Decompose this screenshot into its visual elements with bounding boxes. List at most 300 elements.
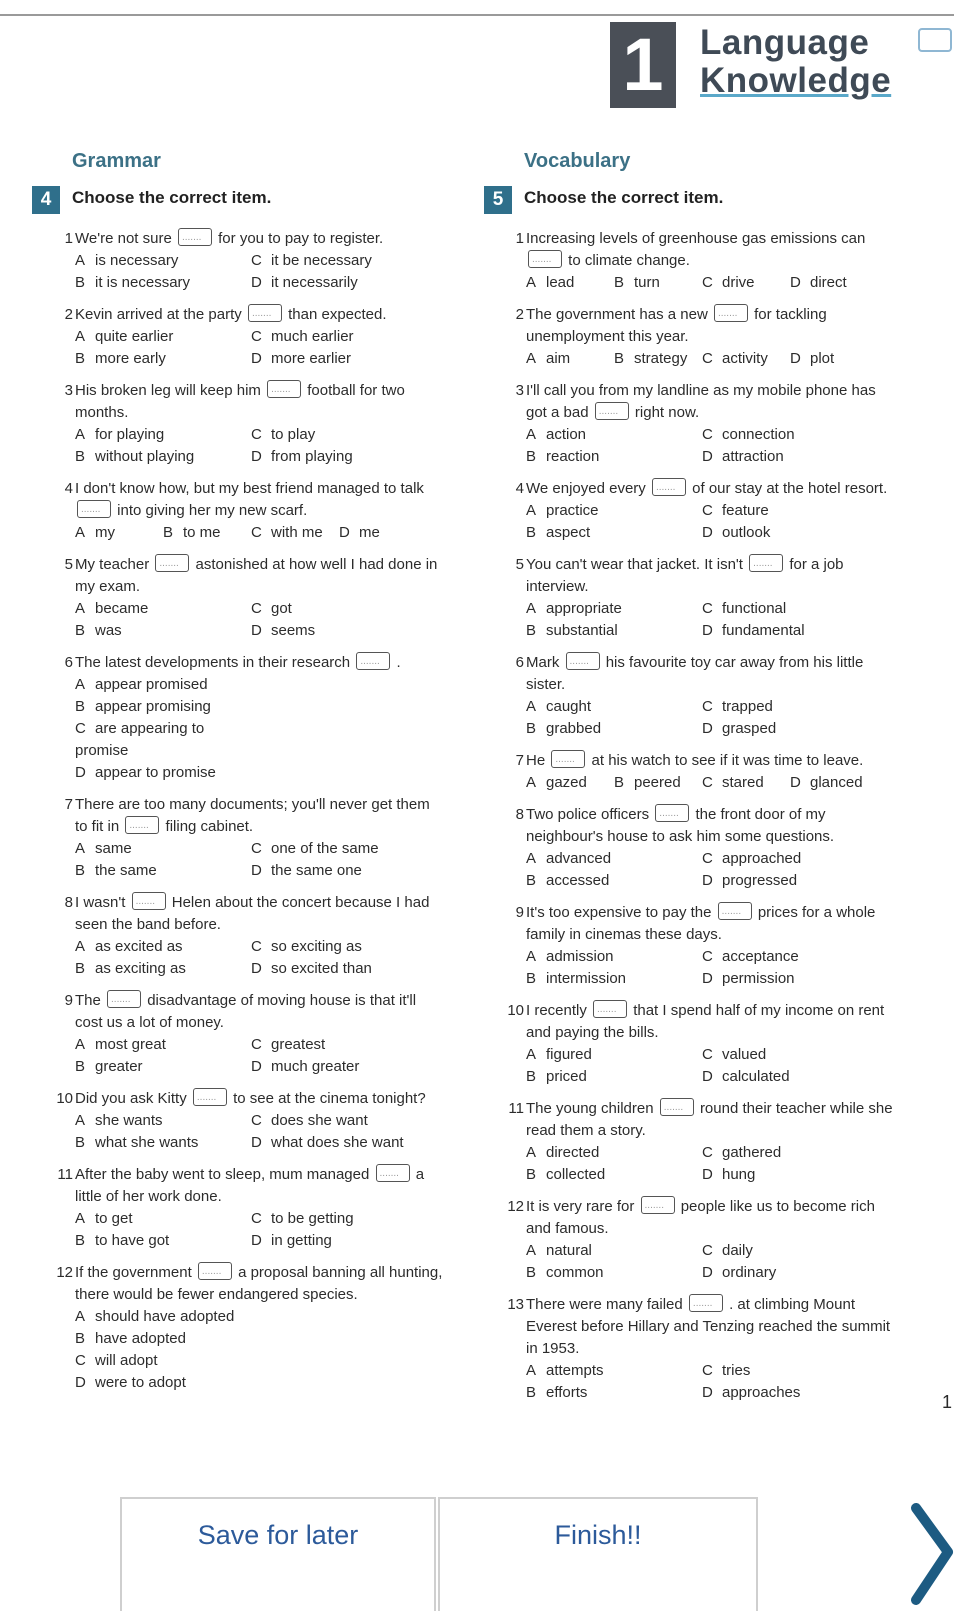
option-letter: C xyxy=(251,1210,262,1227)
option-letter: A xyxy=(75,1210,86,1227)
option-letter: A xyxy=(526,1144,537,1161)
answer-option[interactable] xyxy=(526,1360,702,1382)
question-item xyxy=(515,750,894,794)
option-text: are appearing to promise xyxy=(75,720,205,759)
answer-option[interactable] xyxy=(75,620,251,642)
answer-blank[interactable] xyxy=(125,816,159,834)
option-text: will adopt xyxy=(95,1352,158,1369)
stem-before: We're not sure xyxy=(75,230,172,247)
answer-option[interactable] xyxy=(75,674,251,696)
option-text: ordinary xyxy=(722,1264,777,1281)
answer-option[interactable] xyxy=(163,522,251,544)
page-number: 1 xyxy=(942,1392,953,1412)
question-stem xyxy=(526,228,894,272)
answer-option[interactable] xyxy=(702,1240,902,1262)
answer-option[interactable] xyxy=(702,848,902,870)
answer-option[interactable] xyxy=(526,1044,702,1066)
answer-blank[interactable] xyxy=(566,652,600,670)
option-letter: C xyxy=(251,1036,262,1053)
answer-option[interactable] xyxy=(702,718,902,740)
option-letter: D xyxy=(251,1232,262,1249)
answer-option[interactable] xyxy=(75,838,251,860)
option-text: got xyxy=(271,600,292,617)
option-letter: A xyxy=(526,274,537,291)
answer-option[interactable] xyxy=(702,772,790,794)
answer-option[interactable] xyxy=(790,348,878,370)
stem-after: to see at the cinema tonight? xyxy=(233,1090,426,1107)
option-text: figured xyxy=(546,1046,592,1063)
answer-option[interactable] xyxy=(526,598,702,620)
answer-options xyxy=(75,838,443,882)
option-letter: B xyxy=(526,1166,537,1183)
question-item xyxy=(515,652,894,740)
finish-button[interactable]: Finish!! xyxy=(438,1497,758,1611)
option-letter: B xyxy=(75,350,86,367)
option-text: appear promised xyxy=(95,676,208,693)
option-text: lead xyxy=(546,274,575,291)
stem-after: of our stay at the hotel resort. xyxy=(692,480,888,497)
answer-option[interactable] xyxy=(526,522,702,544)
question-number: 13 xyxy=(507,1296,524,1313)
option-letter: D xyxy=(790,274,801,291)
option-text: have adopted xyxy=(95,1330,186,1347)
stem-after: for you to pay to register. xyxy=(218,230,384,247)
option-text: natural xyxy=(546,1242,592,1259)
answer-blank[interactable] xyxy=(248,304,282,322)
option-letter: A xyxy=(75,252,86,269)
option-letter: B xyxy=(526,970,537,987)
option-letter: A xyxy=(75,840,86,857)
answer-option[interactable] xyxy=(702,1360,902,1382)
answer-option[interactable] xyxy=(526,620,702,642)
answer-blank[interactable] xyxy=(652,478,686,496)
option-letter: A xyxy=(75,1036,86,1053)
answer-option[interactable] xyxy=(702,272,790,294)
question-stem xyxy=(75,794,443,838)
option-text: connection xyxy=(722,426,795,443)
option-text: grabbed xyxy=(546,720,602,737)
answer-option[interactable] xyxy=(251,936,451,958)
answer-option[interactable] xyxy=(75,1034,251,1056)
option-letter: B xyxy=(526,524,537,541)
answer-option[interactable] xyxy=(75,936,251,958)
answer-option[interactable] xyxy=(526,772,614,794)
stem-before: There are too many documents; you'll never get them to fit in xyxy=(75,796,430,835)
option-text: more early xyxy=(95,350,166,367)
option-letter: B xyxy=(526,622,537,639)
answer-options xyxy=(75,522,443,544)
option-text: to be getting xyxy=(271,1210,354,1227)
option-text: me xyxy=(359,524,380,541)
stem-before: Mark xyxy=(526,654,560,671)
answer-option[interactable] xyxy=(75,1230,251,1252)
stem-before: It's too expensive to pay the xyxy=(526,904,712,921)
answer-blank[interactable] xyxy=(376,1164,410,1182)
option-text: appropriate xyxy=(546,600,622,617)
answer-option[interactable] xyxy=(251,1034,451,1056)
answer-option xyxy=(251,1328,451,1350)
answer-option[interactable] xyxy=(75,326,251,348)
answer-option[interactable] xyxy=(526,1164,702,1186)
stem-before: Increasing levels of greenhouse gas emissions can xyxy=(526,230,866,247)
question-item xyxy=(64,990,443,1078)
answer-option[interactable] xyxy=(702,946,902,968)
answer-options xyxy=(526,424,894,468)
option-letter: B xyxy=(163,524,174,541)
answer-option[interactable] xyxy=(75,1208,251,1230)
answer-option[interactable] xyxy=(251,1132,451,1154)
option-letter: B xyxy=(75,698,86,715)
answer-options xyxy=(526,1142,894,1186)
answer-option[interactable] xyxy=(75,696,251,718)
answer-option[interactable] xyxy=(75,1056,251,1078)
answer-option[interactable] xyxy=(702,1164,902,1186)
question-item xyxy=(515,804,894,892)
answer-options xyxy=(526,500,894,544)
answer-blank[interactable] xyxy=(132,892,166,910)
answer-option[interactable] xyxy=(526,718,702,740)
answer-option[interactable] xyxy=(251,446,451,468)
option-text: progressed xyxy=(722,872,798,889)
option-text: glanced xyxy=(810,774,863,791)
option-text: from playing xyxy=(271,448,353,465)
answer-blank[interactable] xyxy=(198,1262,232,1280)
option-text: to have got xyxy=(95,1232,170,1249)
option-text: direct xyxy=(810,274,847,291)
answer-option[interactable] xyxy=(702,1066,902,1088)
answer-option[interactable] xyxy=(75,1132,251,1154)
question-number: 10 xyxy=(507,1002,524,1019)
answer-options xyxy=(526,696,894,740)
answer-option[interactable] xyxy=(702,348,790,370)
answer-option[interactable] xyxy=(526,500,702,522)
question-item xyxy=(507,1196,894,1284)
answer-option[interactable] xyxy=(75,348,251,370)
question-stem xyxy=(75,1262,443,1306)
answer-blank[interactable] xyxy=(689,1294,723,1312)
answer-option[interactable] xyxy=(614,272,702,294)
answer-option[interactable] xyxy=(614,772,702,794)
answer-option[interactable] xyxy=(702,1262,902,1284)
option-letter: D xyxy=(790,350,801,367)
answer-option[interactable] xyxy=(526,870,702,892)
question-number: 2 xyxy=(64,306,73,323)
stem-after: Helen about the concert because I had seen the band before. xyxy=(75,894,430,933)
answer-option[interactable] xyxy=(526,1382,702,1404)
stem-before: The young children xyxy=(526,1100,654,1117)
answer-option[interactable] xyxy=(702,424,902,446)
option-letter: A xyxy=(75,1308,86,1325)
option-text: seems xyxy=(271,622,316,639)
option-letter: C xyxy=(251,426,262,443)
question-number: 6 xyxy=(64,654,73,671)
answer-option[interactable] xyxy=(75,1350,251,1372)
answer-option[interactable] xyxy=(75,446,251,468)
question-stem xyxy=(75,1088,443,1110)
question-stem xyxy=(526,1294,894,1360)
option-letter: C xyxy=(75,720,86,737)
answer-blank[interactable] xyxy=(641,1196,675,1214)
answer-option[interactable] xyxy=(790,272,878,294)
answer-blank[interactable] xyxy=(107,990,141,1008)
unit-title-line1: Language xyxy=(700,23,870,62)
option-letter: A xyxy=(75,328,86,345)
answer-blank[interactable] xyxy=(749,554,783,572)
unit-number: 1 xyxy=(622,23,664,106)
question-number: 11 xyxy=(508,1100,524,1117)
question-number: 6 xyxy=(515,654,524,671)
question-stem xyxy=(526,804,894,848)
answer-option[interactable] xyxy=(75,1110,251,1132)
option-letter: C xyxy=(702,850,713,867)
option-letter: B xyxy=(614,274,625,291)
answer-option[interactable] xyxy=(526,1240,702,1262)
answer-blank[interactable] xyxy=(593,1000,627,1018)
answer-option[interactable] xyxy=(339,522,427,544)
option-text: much greater xyxy=(271,1058,360,1075)
answer-option[interactable] xyxy=(75,250,251,272)
question-item xyxy=(507,1000,894,1088)
option-text: reaction xyxy=(546,448,600,465)
option-text: what does she want xyxy=(271,1134,404,1151)
answer-option[interactable] xyxy=(251,424,451,446)
option-text: feature xyxy=(722,502,769,519)
answer-option[interactable] xyxy=(526,446,702,468)
answer-option[interactable] xyxy=(526,1262,702,1284)
question-stem xyxy=(526,304,894,348)
answer-option[interactable] xyxy=(702,598,902,620)
option-letter: C xyxy=(702,1362,713,1379)
option-letter: D xyxy=(251,350,262,367)
answer-option[interactable] xyxy=(702,500,902,522)
answer-option[interactable] xyxy=(251,250,451,272)
question-stem xyxy=(75,990,443,1034)
stem-after: disadvantage of moving house is that it'll cost us a lot of money. xyxy=(75,992,417,1031)
answer-option[interactable] xyxy=(526,946,702,968)
option-letter: B xyxy=(75,1232,86,1249)
option-letter: D xyxy=(702,1384,713,1401)
question-stem xyxy=(526,1000,894,1044)
option-text: aspect xyxy=(546,524,591,541)
answer-option[interactable] xyxy=(75,1372,251,1394)
option-text: quite earlier xyxy=(95,328,174,345)
answer-option[interactable] xyxy=(251,838,451,860)
answer-blank[interactable] xyxy=(595,402,629,420)
option-letter: D xyxy=(251,960,262,977)
option-text: without playing xyxy=(95,448,195,465)
answer-options xyxy=(75,424,443,468)
option-text: most great xyxy=(95,1036,166,1053)
option-text: greater xyxy=(95,1058,143,1075)
option-text: attempts xyxy=(546,1362,604,1379)
answer-option[interactable] xyxy=(251,958,451,980)
save-for-later-button[interactable]: Save for later xyxy=(120,1497,436,1611)
task-instruction: Choose the correct item. xyxy=(72,188,272,207)
option-letter: B xyxy=(526,1384,537,1401)
option-letter: A xyxy=(75,600,86,617)
option-text: appear to promise xyxy=(95,764,216,781)
answer-option[interactable] xyxy=(251,522,339,544)
answer-option[interactable] xyxy=(702,620,902,642)
answer-option[interactable] xyxy=(702,522,902,544)
answer-option[interactable] xyxy=(75,718,251,762)
answer-option[interactable] xyxy=(251,1056,451,1078)
stem-after: prices for a whole family in cinemas these days. xyxy=(526,904,876,943)
stem-before: I recently xyxy=(526,1002,587,1019)
option-text: acceptance xyxy=(722,948,799,965)
answer-option[interactable] xyxy=(526,348,614,370)
answer-blank[interactable] xyxy=(718,902,752,920)
answer-option[interactable] xyxy=(702,1142,902,1164)
stem-before: If the government xyxy=(75,1264,192,1281)
option-text: accessed xyxy=(546,872,610,889)
option-letter: B xyxy=(614,350,625,367)
answer-blank[interactable] xyxy=(528,250,562,268)
stem-before: It is very rare for xyxy=(526,1198,635,1215)
answer-blank[interactable] xyxy=(356,652,390,670)
option-letter: C xyxy=(702,698,713,715)
option-letter: A xyxy=(75,676,86,693)
answer-option[interactable] xyxy=(702,446,902,468)
answer-option[interactable] xyxy=(251,272,451,294)
stem-before: Did you ask Kitty xyxy=(75,1090,187,1107)
question-number: 5 xyxy=(515,556,524,573)
stem-after: football for two months. xyxy=(75,382,405,421)
stem-after: to climate change. xyxy=(568,252,690,269)
option-letter: B xyxy=(75,1134,86,1151)
option-letter: A xyxy=(526,948,537,965)
answer-option[interactable] xyxy=(75,522,163,544)
answer-option[interactable] xyxy=(526,696,702,718)
option-text: directed xyxy=(546,1144,600,1161)
answer-blank[interactable] xyxy=(155,554,189,572)
option-text: fundamental xyxy=(722,622,805,639)
answer-blank[interactable] xyxy=(551,750,585,768)
option-letter: C xyxy=(251,252,262,269)
stem-after: astonished at how well I had done in my exam. xyxy=(75,556,438,595)
answer-blank[interactable] xyxy=(178,228,212,246)
option-text: more earlier xyxy=(271,350,352,367)
question-item xyxy=(515,554,894,642)
answer-option[interactable] xyxy=(790,772,878,794)
answer-option[interactable] xyxy=(702,870,902,892)
stem-after: people like us to become rich and famous. xyxy=(526,1198,875,1237)
answer-option[interactable] xyxy=(251,620,451,642)
answer-option[interactable] xyxy=(251,1110,451,1132)
stem-before: We enjoyed every xyxy=(526,480,646,497)
option-text: hung xyxy=(722,1166,756,1183)
option-letter: C xyxy=(251,840,262,857)
question-stem xyxy=(75,554,443,598)
answer-blank[interactable] xyxy=(655,804,689,822)
question-number: 1 xyxy=(515,230,524,247)
option-text: daily xyxy=(722,1242,753,1259)
answer-blank[interactable] xyxy=(193,1088,227,1106)
option-text: grasped xyxy=(722,720,777,737)
option-letter: D xyxy=(251,448,262,465)
answer-option[interactable] xyxy=(526,1066,702,1088)
answer-option[interactable] xyxy=(75,860,251,882)
option-text: greatest xyxy=(271,1036,326,1053)
answer-option[interactable] xyxy=(75,1306,251,1328)
option-text: common xyxy=(546,1264,604,1281)
answer-option[interactable] xyxy=(702,1044,902,1066)
option-text: so excited than xyxy=(271,960,372,977)
stem-after: that I spend half of my income on rent and paying the bills. xyxy=(526,1002,885,1041)
question-item xyxy=(64,794,443,882)
answer-option[interactable] xyxy=(75,424,251,446)
answer-option[interactable] xyxy=(251,348,451,370)
question-stem xyxy=(526,478,894,500)
answer-option[interactable] xyxy=(251,1230,451,1252)
question-item xyxy=(64,380,443,468)
answer-option[interactable] xyxy=(75,598,251,620)
answer-option[interactable] xyxy=(702,968,902,990)
answer-options xyxy=(75,326,443,370)
option-text: should have adopted xyxy=(95,1308,235,1325)
answer-option[interactable] xyxy=(526,424,702,446)
answer-option[interactable] xyxy=(702,696,902,718)
question-number: 8 xyxy=(64,894,73,911)
answer-option[interactable] xyxy=(75,762,251,784)
stem-before: The xyxy=(75,992,101,1009)
answer-option[interactable] xyxy=(614,348,702,370)
option-text: outlook xyxy=(722,524,771,541)
answer-option[interactable] xyxy=(526,968,702,990)
option-text: collected xyxy=(546,1166,606,1183)
answer-blank[interactable] xyxy=(714,304,748,322)
answer-option[interactable] xyxy=(526,1142,702,1164)
answer-option[interactable] xyxy=(75,958,251,980)
answer-option[interactable] xyxy=(251,1208,451,1230)
option-letter: A xyxy=(526,774,537,791)
question-item xyxy=(64,228,443,294)
answer-blank[interactable] xyxy=(267,380,301,398)
answer-option[interactable] xyxy=(251,598,451,620)
answer-option[interactable] xyxy=(702,1382,902,1404)
next-arrow-icon[interactable] xyxy=(904,1500,954,1611)
answer-blank[interactable] xyxy=(77,500,111,518)
answer-option[interactable] xyxy=(251,860,451,882)
answer-option[interactable] xyxy=(526,272,614,294)
option-letter: C xyxy=(75,1352,86,1369)
option-letter: D xyxy=(702,1166,713,1183)
stem-before: My teacher xyxy=(75,556,150,573)
answer-blank[interactable] xyxy=(660,1098,694,1116)
option-text: stared xyxy=(722,774,764,791)
option-letter: D xyxy=(702,524,713,541)
option-text: functional xyxy=(722,600,787,617)
question-number: 1 xyxy=(64,230,73,247)
option-letter: A xyxy=(75,1112,86,1129)
question-stem xyxy=(526,1196,894,1240)
answer-option[interactable] xyxy=(75,1328,251,1350)
option-text: approached xyxy=(722,850,802,867)
option-letter: A xyxy=(526,1362,537,1379)
answer-option[interactable] xyxy=(75,272,251,294)
answer-option[interactable] xyxy=(251,326,451,348)
option-text: was xyxy=(95,622,122,639)
stem-before: I wasn't xyxy=(75,894,126,911)
question-number: 4 xyxy=(515,480,524,497)
option-text: does she want xyxy=(271,1112,368,1129)
question-number: 12 xyxy=(507,1198,524,1215)
question-number: 3 xyxy=(515,382,524,399)
answer-option[interactable] xyxy=(526,848,702,870)
option-text: practice xyxy=(546,502,599,519)
option-text: what she wants xyxy=(95,1134,199,1151)
option-text: my xyxy=(95,524,115,541)
